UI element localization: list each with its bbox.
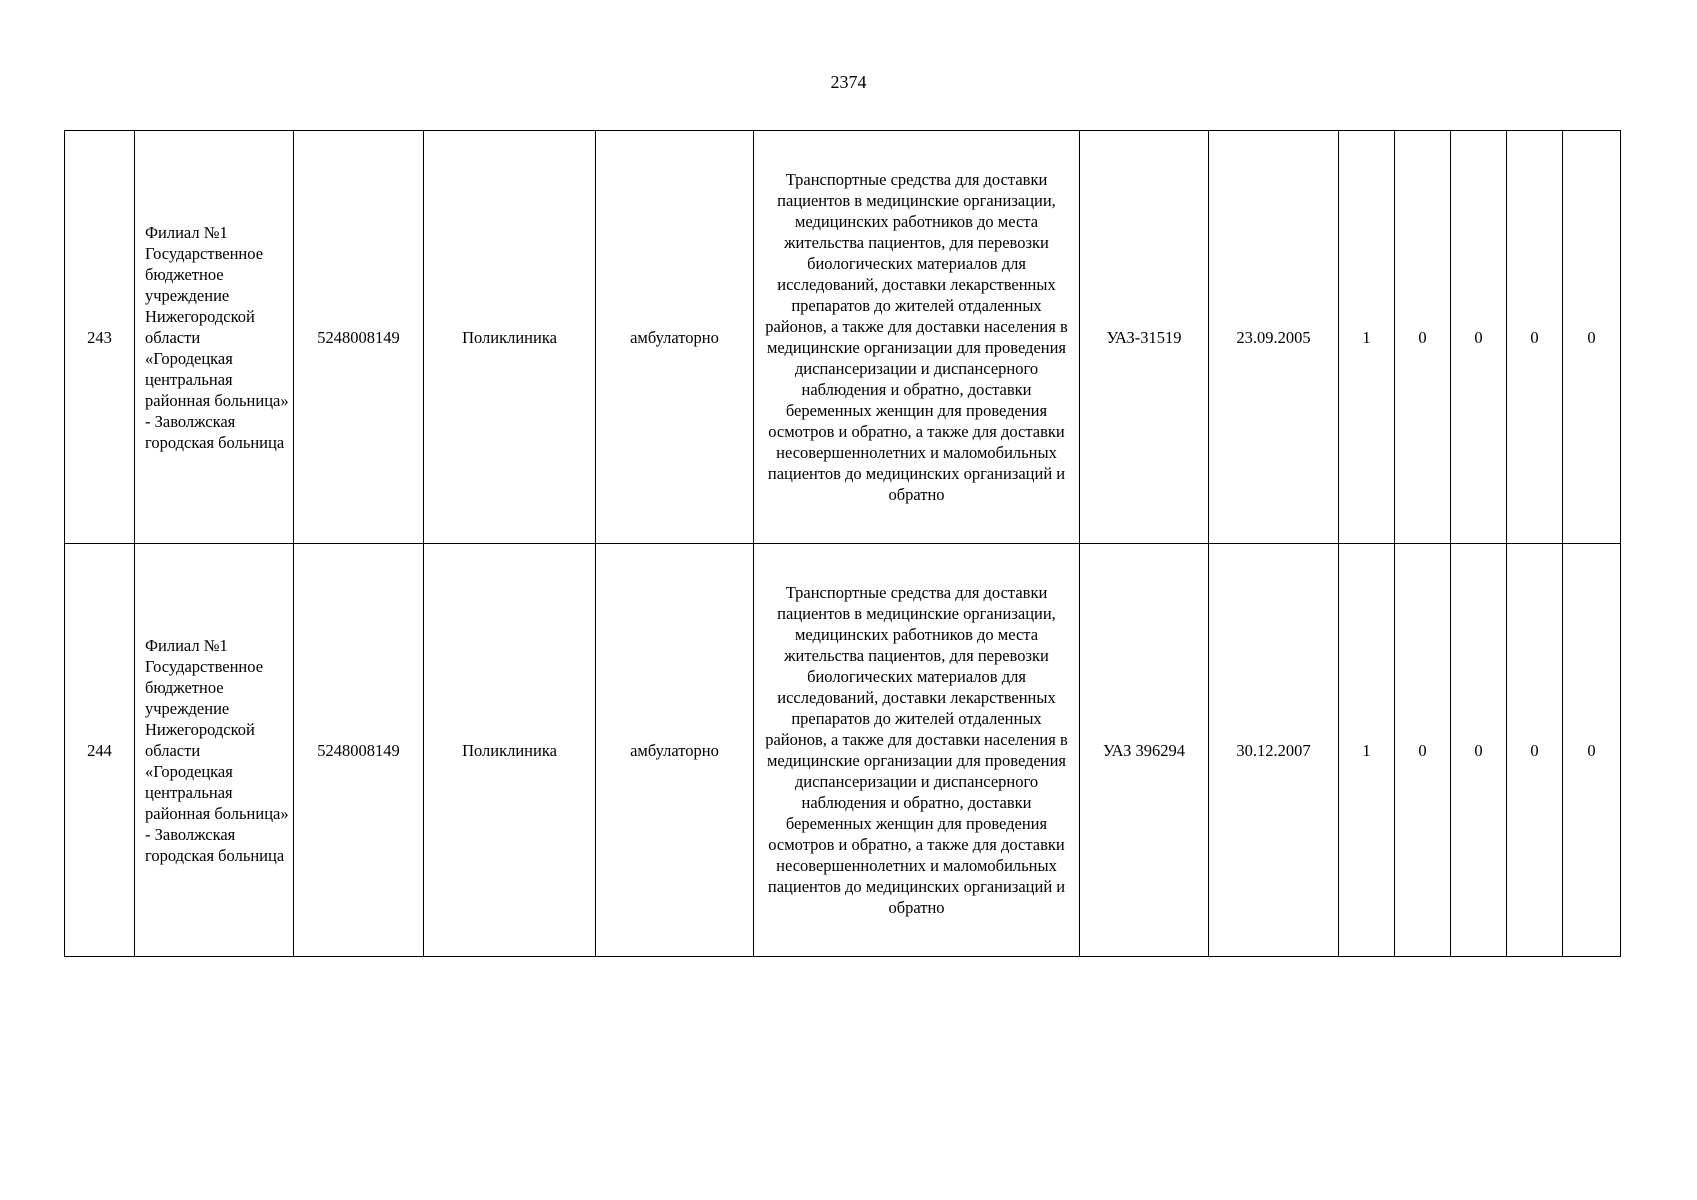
- vehicle-purpose: Транспортные средства для доставки пациентов в медицинские организации, медицинских работников до места жительства пациентов, для перевозки биологических материалов для исследований, доставки лекарственных препаратов до жителей отдаленных районов, а также для доставки населения в медицинские организации для проведения диспансеризации и диспансерного наблюдения и обратно, доставки беременных женщин для проведения осмотров и обратно, а также для доставки несовершеннолетних и маломобильных пациентов до медицинских организаций и обратно: [754, 544, 1080, 957]
- count-cell: 1: [1339, 131, 1395, 544]
- registration-date: 30.12.2007: [1209, 544, 1339, 957]
- count-cell: 0: [1507, 544, 1563, 957]
- count-cell: 1: [1339, 544, 1395, 957]
- care-type: амбулаторно: [596, 131, 754, 544]
- table-row: [65, 131, 1621, 544]
- inn: 5248008149: [294, 544, 424, 957]
- row-number: 243: [65, 131, 135, 544]
- vehicle-purpose: Транспортные средства для доставки пациентов в медицинские организации, медицинских работников до места жительства пациентов, для перевозки биологических материалов для исследований, доставки лекарственных препаратов до жителей отдаленных районов, а также для доставки населения в медицинские организации для проведения диспансеризации и диспансерного наблюдения и обратно, доставки беременных женщин для проведения осмотров и обратно, а также для доставки несовершеннолетних и маломобильных пациентов до медицинских организаций и обратно: [754, 131, 1080, 544]
- care-type: амбулаторно: [596, 544, 754, 957]
- count-cell: 0: [1507, 131, 1563, 544]
- count-cell: 0: [1563, 544, 1621, 957]
- count-cell: 0: [1563, 131, 1621, 544]
- count-cell: 0: [1395, 131, 1451, 544]
- organization-name: Филиал №1 Государственное бюджетное учреждение Нижегородской области «Городецкая центральная районная больница» - Заволжская городская больница: [135, 131, 294, 544]
- vehicle-model: УАЗ-31519: [1080, 131, 1209, 544]
- vehicle-registry-table: [64, 130, 1621, 957]
- page-number: 2374: [830, 72, 867, 92]
- division: Поликлиника: [424, 131, 596, 544]
- count-cell: 0: [1395, 544, 1451, 957]
- registration-date: 23.09.2005: [1209, 131, 1339, 544]
- count-cell: 0: [1451, 131, 1507, 544]
- division: Поликлиника: [424, 544, 596, 957]
- row-number: 244: [65, 544, 135, 957]
- organization-name: Филиал №1 Государственное бюджетное учреждение Нижегородской области «Городецкая центральная районная больница» - Заволжская городская больница: [135, 544, 294, 957]
- table-row: [65, 544, 1621, 957]
- vehicle-model: УАЗ 396294: [1080, 544, 1209, 957]
- inn: 5248008149: [294, 131, 424, 544]
- count-cell: 0: [1451, 544, 1507, 957]
